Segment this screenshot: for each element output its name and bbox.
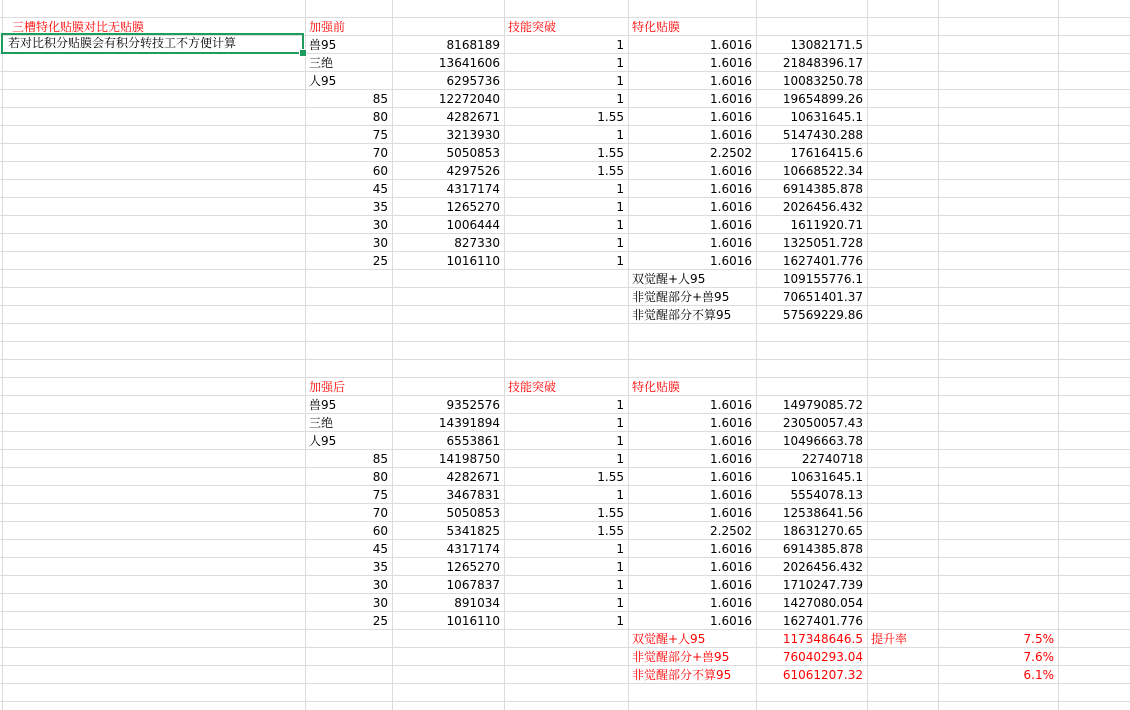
base-value-cell[interactable]: 14198750 xyxy=(438,452,500,466)
base-value-cell[interactable]: 1016110 xyxy=(446,254,500,268)
skill-break-cell[interactable]: 1.55 xyxy=(597,506,624,520)
result-value-cell[interactable]: 10631645.1 xyxy=(790,470,863,484)
row-label-cell[interactable]: 30 xyxy=(372,596,388,610)
rate-label-cell[interactable]: 提升率 xyxy=(871,632,908,646)
film-multiplier-cell[interactable]: 1.6016 xyxy=(710,74,752,88)
skill-break-cell[interactable]: 1 xyxy=(616,560,624,574)
film-multiplier-cell[interactable]: 1.6016 xyxy=(710,488,752,502)
film-multiplier-cell[interactable]: 1.6016 xyxy=(710,452,752,466)
base-value-cell[interactable]: 14391894 xyxy=(438,416,500,430)
base-value-cell[interactable]: 4317174 xyxy=(446,182,500,196)
film-multiplier-cell[interactable]: 1.6016 xyxy=(710,398,752,412)
base-value-cell[interactable]: 3213930 xyxy=(446,128,500,142)
row-label-cell[interactable]: 35 xyxy=(372,200,388,214)
rate-value-cell[interactable]: 6.1% xyxy=(1023,668,1054,682)
result-value-cell[interactable]: 14979085.72 xyxy=(782,398,863,412)
film-header[interactable]: 特化贴膜 xyxy=(632,20,681,34)
row-label-cell[interactable]: 30 xyxy=(372,236,388,250)
selected-cell[interactable] xyxy=(1,33,304,54)
base-value-cell[interactable]: 1067837 xyxy=(446,578,500,592)
result-value-cell[interactable]: 1627401.776 xyxy=(782,614,863,628)
base-value-cell[interactable]: 5050853 xyxy=(446,146,500,160)
row-label-cell[interactable]: 兽95 xyxy=(309,398,337,412)
film-multiplier-cell[interactable]: 1.6016 xyxy=(710,560,752,574)
film-multiplier-cell[interactable]: 1.6016 xyxy=(710,164,752,178)
base-value-cell[interactable]: 13641606 xyxy=(438,56,500,70)
skill-break-cell[interactable]: 1 xyxy=(616,218,624,232)
row-label-cell[interactable]: 70 xyxy=(372,506,388,520)
base-value-cell[interactable]: 4282671 xyxy=(446,110,500,124)
base-value-cell[interactable]: 12272040 xyxy=(438,92,500,106)
gridline xyxy=(2,0,3,710)
skill-break-cell[interactable]: 1 xyxy=(616,416,624,430)
film-multiplier-cell[interactable]: 1.6016 xyxy=(710,182,752,196)
row-label-cell[interactable]: 75 xyxy=(372,128,388,142)
result-value-cell[interactable]: 10668522.34 xyxy=(782,164,863,178)
gridline xyxy=(867,0,868,710)
film-multiplier-cell[interactable]: 1.6016 xyxy=(710,200,752,214)
summary-value-cell[interactable]: 109155776.1 xyxy=(782,272,863,286)
film-multiplier-cell[interactable]: 2.2502 xyxy=(710,524,752,538)
film-header[interactable]: 特化贴膜 xyxy=(632,380,681,394)
base-value-cell[interactable]: 1265270 xyxy=(446,200,500,214)
summary-value-cell[interactable]: 117348646.5 xyxy=(782,632,863,646)
selected-cell-text: 若对比积分贴膜会有积分转技工不方便计算 xyxy=(8,36,237,50)
summary-value-cell[interactable]: 70651401.37 xyxy=(782,290,863,304)
row-label-cell[interactable]: 25 xyxy=(372,254,388,268)
skill-break-cell[interactable]: 1 xyxy=(616,452,624,466)
film-multiplier-cell[interactable]: 1.6016 xyxy=(710,236,752,250)
result-value-cell[interactable]: 10496663.78 xyxy=(782,434,863,448)
row-label-cell[interactable]: 60 xyxy=(372,524,388,538)
summary-value-cell[interactable]: 61061207.32 xyxy=(782,668,863,682)
row-label-cell[interactable]: 75 xyxy=(372,488,388,502)
base-value-cell[interactable]: 3467831 xyxy=(446,488,500,502)
result-value-cell[interactable]: 19654899.26 xyxy=(782,92,863,106)
film-multiplier-cell[interactable]: 1.6016 xyxy=(710,110,752,124)
row-label-cell[interactable]: 45 xyxy=(372,542,388,556)
summary-label-cell[interactable]: 双觉醒+人95 xyxy=(632,632,706,646)
base-value-cell[interactable]: 4317174 xyxy=(446,542,500,556)
base-value-cell[interactable]: 6295736 xyxy=(446,74,500,88)
row-label-cell[interactable]: 35 xyxy=(372,560,388,574)
summary-label-cell[interactable]: 非觉醒部分+兽95 xyxy=(632,650,730,664)
result-value-cell[interactable]: 1710247.739 xyxy=(782,578,863,592)
base-value-cell[interactable]: 1006444 xyxy=(446,218,500,232)
summary-label-cell[interactable]: 双觉醒+人95 xyxy=(632,272,706,286)
gridline xyxy=(938,0,939,710)
base-value-cell[interactable]: 1265270 xyxy=(446,560,500,574)
result-value-cell[interactable]: 22740718 xyxy=(801,452,863,466)
film-multiplier-cell[interactable]: 1.6016 xyxy=(710,128,752,142)
result-value-cell[interactable]: 1611920.71 xyxy=(790,218,863,232)
result-value-cell[interactable]: 2026456.432 xyxy=(782,200,863,214)
film-multiplier-cell[interactable]: 2.2502 xyxy=(710,146,752,160)
result-value-cell[interactable]: 23050057.43 xyxy=(782,416,863,430)
summary-label-cell[interactable]: 非觉醒部分不算95 xyxy=(632,308,732,322)
row-label-cell[interactable]: 85 xyxy=(372,452,388,466)
film-multiplier-cell[interactable]: 1.6016 xyxy=(710,56,752,70)
summary-value-cell[interactable]: 76040293.04 xyxy=(782,650,863,664)
skill-break-cell[interactable]: 1 xyxy=(616,614,624,628)
film-multiplier-cell[interactable]: 1.6016 xyxy=(710,596,752,610)
base-value-cell[interactable]: 5341825 xyxy=(446,524,500,538)
base-value-cell[interactable]: 6553861 xyxy=(446,434,500,448)
skill-break-cell[interactable]: 1 xyxy=(616,200,624,214)
row-label-cell[interactable]: 人95 xyxy=(309,434,337,448)
result-value-cell[interactable]: 21848396.17 xyxy=(782,56,863,70)
result-value-cell[interactable]: 18631270.65 xyxy=(782,524,863,538)
block-period-header[interactable]: 加强前 xyxy=(309,20,346,34)
film-multiplier-cell[interactable]: 1.6016 xyxy=(710,38,752,52)
skill-break-cell[interactable]: 1 xyxy=(616,74,624,88)
skill-break-cell[interactable]: 1 xyxy=(616,38,624,52)
row-label-cell[interactable]: 人95 xyxy=(309,74,337,88)
skill-break-cell[interactable]: 1.55 xyxy=(597,146,624,160)
row-label-cell[interactable]: 60 xyxy=(372,164,388,178)
skill-break-cell[interactable]: 1 xyxy=(616,578,624,592)
block-period-header[interactable]: 加强后 xyxy=(309,380,346,394)
skill-break-cell[interactable]: 1 xyxy=(616,182,624,196)
skill-break-header[interactable]: 技能突破 xyxy=(508,380,557,394)
skill-break-cell[interactable]: 1 xyxy=(616,128,624,142)
result-value-cell[interactable]: 1627401.776 xyxy=(782,254,863,268)
base-value-cell[interactable]: 5050853 xyxy=(446,506,500,520)
base-value-cell[interactable]: 9352576 xyxy=(446,398,500,412)
note-title-cell[interactable]: 三槽特化贴膜对比无贴膜 xyxy=(12,20,145,34)
result-value-cell[interactable]: 10083250.78 xyxy=(782,74,863,88)
row-label-cell[interactable]: 80 xyxy=(372,110,388,124)
skill-break-cell[interactable]: 1.55 xyxy=(597,524,624,538)
rate-value-cell[interactable]: 7.5% xyxy=(1023,632,1054,646)
result-value-cell[interactable]: 2026456.432 xyxy=(782,560,863,574)
result-value-cell[interactable]: 1325051.728 xyxy=(782,236,863,250)
summary-label-cell[interactable]: 非觉醒部分不算95 xyxy=(632,668,732,682)
base-value-cell[interactable]: 891034 xyxy=(454,596,500,610)
film-multiplier-cell[interactable]: 1.6016 xyxy=(710,434,752,448)
summary-value-cell[interactable]: 57569229.86 xyxy=(782,308,863,322)
skill-break-cell[interactable]: 1 xyxy=(616,596,624,610)
film-multiplier-cell[interactable]: 1.6016 xyxy=(710,254,752,268)
result-value-cell[interactable]: 13082171.5 xyxy=(790,38,863,52)
result-value-cell[interactable]: 17616415.6 xyxy=(790,146,863,160)
film-multiplier-cell[interactable]: 1.6016 xyxy=(710,218,752,232)
row-label-cell[interactable]: 80 xyxy=(372,470,388,484)
skill-break-cell[interactable]: 1.55 xyxy=(597,470,624,484)
skill-break-cell[interactable]: 1 xyxy=(616,92,624,106)
film-multiplier-cell[interactable]: 1.6016 xyxy=(710,416,752,430)
result-value-cell[interactable]: 1427080.054 xyxy=(782,596,863,610)
skill-break-cell[interactable]: 1 xyxy=(616,434,624,448)
result-value-cell[interactable]: 12538641.56 xyxy=(782,506,863,520)
film-multiplier-cell[interactable]: 1.6016 xyxy=(710,92,752,106)
skill-break-cell[interactable]: 1 xyxy=(616,254,624,268)
film-multiplier-cell[interactable]: 1.6016 xyxy=(710,578,752,592)
row-label-cell[interactable]: 三绝 xyxy=(309,56,334,70)
skill-break-cell[interactable]: 1 xyxy=(616,542,624,556)
skill-break-cell[interactable]: 1.55 xyxy=(597,110,624,124)
skill-break-header[interactable]: 技能突破 xyxy=(508,20,557,34)
skill-break-cell[interactable]: 1 xyxy=(616,488,624,502)
row-label-cell[interactable]: 三绝 xyxy=(309,416,334,430)
film-multiplier-cell[interactable]: 1.6016 xyxy=(710,506,752,520)
skill-break-cell[interactable]: 1 xyxy=(616,398,624,412)
skill-break-cell[interactable]: 1.55 xyxy=(597,164,624,178)
skill-break-cell[interactable]: 1 xyxy=(616,236,624,250)
row-label-cell[interactable]: 70 xyxy=(372,146,388,160)
base-value-cell[interactable]: 4282671 xyxy=(446,470,500,484)
base-value-cell[interactable]: 1016110 xyxy=(446,614,500,628)
gridline xyxy=(1058,0,1059,710)
base-value-cell[interactable]: 8168189 xyxy=(446,38,500,52)
film-multiplier-cell[interactable]: 1.6016 xyxy=(710,542,752,556)
result-value-cell[interactable]: 5554078.13 xyxy=(790,488,863,502)
row-label-cell[interactable]: 85 xyxy=(372,92,388,106)
film-multiplier-cell[interactable]: 1.6016 xyxy=(710,614,752,628)
base-value-cell[interactable]: 4297526 xyxy=(446,164,500,178)
skill-break-cell[interactable]: 1 xyxy=(616,56,624,70)
row-label-cell[interactable]: 30 xyxy=(372,578,388,592)
result-value-cell[interactable]: 6914385.878 xyxy=(782,542,863,556)
rate-value-cell[interactable]: 7.6% xyxy=(1023,650,1054,664)
film-multiplier-cell[interactable]: 1.6016 xyxy=(710,470,752,484)
result-value-cell[interactable]: 10631645.1 xyxy=(790,110,863,124)
base-value-cell[interactable]: 827330 xyxy=(454,236,500,250)
result-value-cell[interactable]: 5147430.288 xyxy=(782,128,863,142)
row-label-cell[interactable]: 兽95 xyxy=(309,38,337,52)
row-label-cell[interactable]: 45 xyxy=(372,182,388,196)
summary-label-cell[interactable]: 非觉醒部分+兽95 xyxy=(632,290,730,304)
result-value-cell[interactable]: 6914385.878 xyxy=(782,182,863,196)
row-label-cell[interactable]: 25 xyxy=(372,614,388,628)
row-label-cell[interactable]: 30 xyxy=(372,218,388,232)
